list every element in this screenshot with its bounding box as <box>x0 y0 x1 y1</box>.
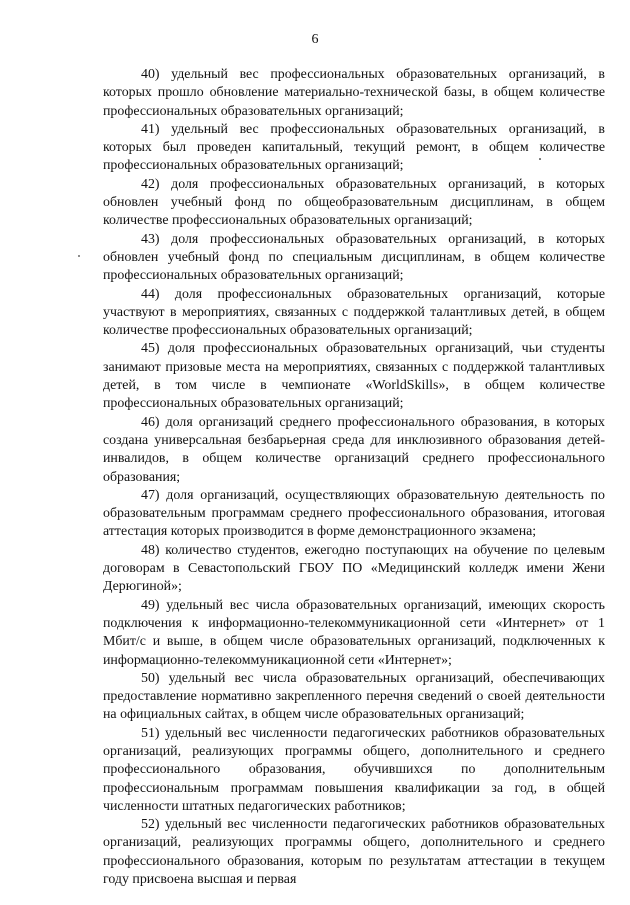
list-item: 46) доля организаций среднего профессионального образования, в которых создана универсальная безбарьерная среда для инклюзивного образования детей-инвалидов, в общем количестве организаций среднего профессионального образования; <box>103 414 605 485</box>
list-item: 50) удельный вес числа образовательных организаций, обеспечивающих предоставление нормативно закрепленного перечня сведений о своей деятельности на официальных сайтах, в общем числе образовательных организаций; <box>103 670 605 723</box>
list-item: 51) удельный вес численности педагогических работников образовательных организаций, реализующих программы общего, дополнительного и среднего профессионального образования, обучившихся по дополнительным профессиональным программам повышения квалификации за год, в общей численности штатных педагогических работников; <box>103 725 605 814</box>
scan-speck <box>78 255 80 257</box>
list-item: 48) количество студентов, ежегодно поступающих на обучение по целевым договорам в Севастопольский ГБОУ ПО «Медицинский колледж имени Жени Дерюгиной»; <box>103 542 605 595</box>
list-item: 41) удельный вес профессиональных образовательных организаций, в которых был проведен капитальный, текущий ремонт, в общем количестве профессиональных образовательных организаций; <box>103 121 605 174</box>
list-item: 49) удельный вес числа образовательных организаций, имеющих скорость подключения к информационно-телекоммуникационной сети «Интернет» от 1 Мбит/с и выше, в общем числе образовательных организаций, подключенных к информационно-телекоммуникационной сети «Интернет»; <box>103 597 605 668</box>
page-number: 6 <box>311 32 319 47</box>
list-item: 43) доля профессиональных образовательных организаций, в которых обновлен учебный фонд по специальным дисциплинам, в общем количестве профессиональных образовательных организаций; <box>103 231 605 284</box>
document-body <box>103 66 605 889</box>
list-item: 42) доля профессиональных образовательных организаций, в которых обновлен учебный фонд по общеобразовательным дисциплинам, в общем количестве профессиональных образовательных организаций; <box>103 176 605 229</box>
list-item: 47) доля организаций, осуществляющих образовательную деятельность по образовательным программам среднего профессионального образования, итоговая аттестация которых производится в форме демонстрационного экзамена; <box>103 487 605 540</box>
list-item: 40) удельный вес профессиональных образовательных организаций, в которых прошло обновление материально-технической базы, в общем количестве профессиональных образовательных организаций; <box>103 67 605 119</box>
list-item: 44) доля профессиональных образовательных организаций, которые участвуют в мероприятиях, связанных с поддержкой талантливых детей, в общем количестве профессиональных образовательных организаций; <box>103 286 605 339</box>
list-item: 52) удельный вес численности педагогических работников образовательных организаций, реализующих программы общего, дополнительного и среднего профессионального образования, которым по результатам аттестации в текущем году присвоена высшая и первая <box>103 817 605 888</box>
list-item: 45) доля профессиональных образовательных организаций, чьи студенты занимают призовые места на мероприятиях, связанных с поддержкой талантливых детей, в том числе в чемпионате «WorldSkills», в общем количестве профессиональных образовательных организаций; <box>103 341 605 412</box>
scan-speck <box>539 158 541 160</box>
